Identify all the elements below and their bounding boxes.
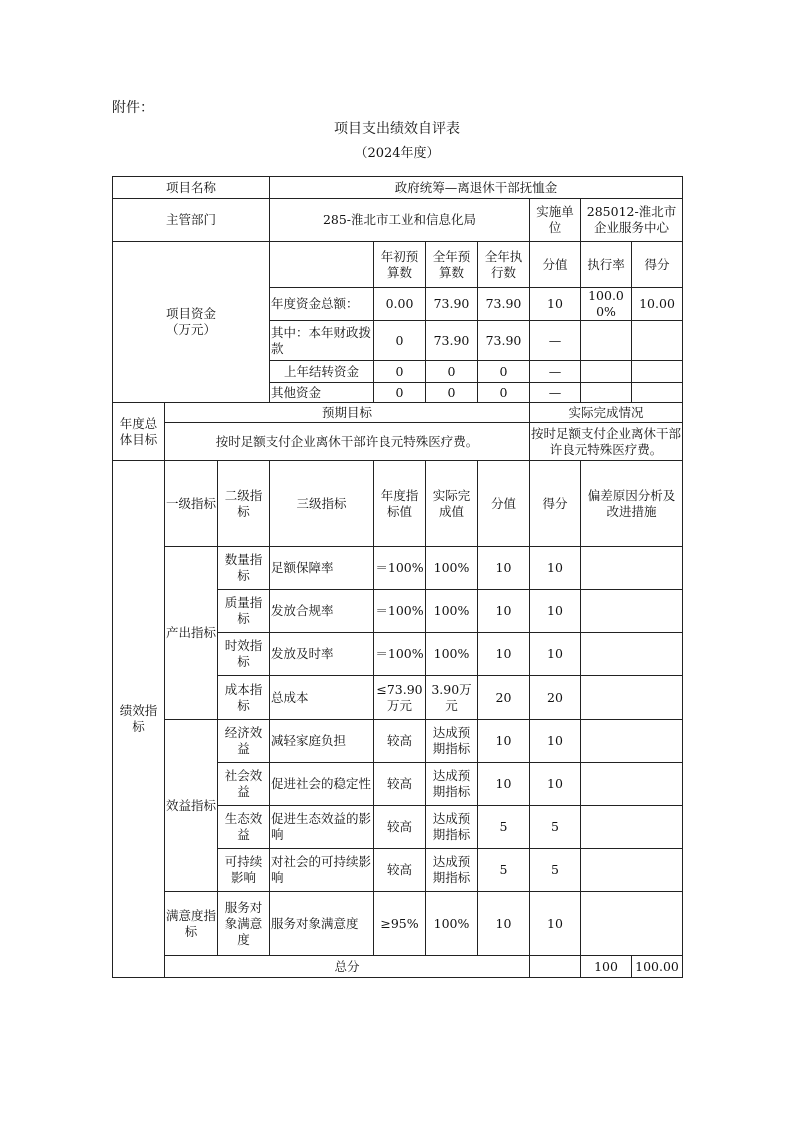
score-cell: 5 bbox=[530, 849, 581, 892]
funds-header-score-value: 分值 bbox=[530, 242, 581, 288]
score-value-cell: 10 bbox=[478, 892, 530, 956]
level2-cell: 成本指标 bbox=[218, 676, 270, 720]
attachment-label: 附件： bbox=[112, 100, 154, 116]
header-actual: 实际完成值 bbox=[426, 461, 478, 547]
level3-cell: 服务对象满意度 bbox=[270, 892, 374, 956]
funds-header-row bbox=[113, 242, 683, 288]
page-title: 项目支出绩效自评表 bbox=[334, 121, 460, 137]
total-score-value: 100 bbox=[581, 956, 632, 978]
funds-label bbox=[113, 242, 270, 403]
funds-score bbox=[632, 361, 683, 383]
evaluation-table bbox=[112, 176, 683, 978]
funds-annual: 0 bbox=[426, 361, 478, 383]
header-level2: 二级指标 bbox=[218, 461, 270, 547]
funds-score: 10.00 bbox=[632, 288, 683, 321]
funds-row-label: 其他资金 bbox=[270, 383, 374, 403]
indicators-section-label: 绩效指标 bbox=[113, 461, 165, 978]
funds-label-line1: 项目资金 bbox=[165, 306, 216, 321]
level3-cell: 对社会的可持续影响 bbox=[270, 849, 374, 892]
deviation-cell bbox=[581, 763, 683, 806]
target-cell: 较高 bbox=[374, 763, 426, 806]
funds-annual: 73.90 bbox=[426, 288, 478, 321]
funds-initial: 0 bbox=[374, 383, 426, 403]
goals-actual: 按时足额支付企业离休干部许良元特殊医疗费。 bbox=[530, 423, 683, 461]
target-cell: ＝100% bbox=[374, 633, 426, 676]
indicator-row bbox=[113, 547, 683, 590]
level1-output: 产出指标 bbox=[165, 547, 218, 720]
level3-cell: 总成本 bbox=[270, 676, 374, 720]
header-deviation: 偏差原因分析及改进措施 bbox=[581, 461, 683, 547]
funds-executed: 73.90 bbox=[478, 288, 530, 321]
level2-cell: 质量指标 bbox=[218, 590, 270, 633]
deviation-cell bbox=[581, 720, 683, 763]
actual-cell: 3.90万元 bbox=[426, 676, 478, 720]
header-level1: 一级指标 bbox=[165, 461, 218, 547]
department-value: 285-淮北市工业和信息化局 bbox=[270, 199, 530, 242]
score-value-cell: 10 bbox=[478, 547, 530, 590]
funds-initial: 0.00 bbox=[374, 288, 426, 321]
goals-header-row bbox=[113, 403, 683, 423]
score-value-cell: 5 bbox=[478, 806, 530, 849]
score-value-cell: 10 bbox=[478, 720, 530, 763]
target-cell: 较高 bbox=[374, 849, 426, 892]
score-cell: 10 bbox=[530, 590, 581, 633]
funds-score-value: — bbox=[530, 361, 581, 383]
funds-score-value: — bbox=[530, 383, 581, 403]
deviation-cell bbox=[581, 633, 683, 676]
score-cell: 10 bbox=[530, 892, 581, 956]
implementing-unit-label: 实施单位 bbox=[530, 199, 581, 242]
score-cell: 10 bbox=[530, 763, 581, 806]
actual-cell: 100% bbox=[426, 633, 478, 676]
level3-cell: 减轻家庭负担 bbox=[270, 720, 374, 763]
implementing-unit-value: 285012-淮北市企业服务中心 bbox=[581, 199, 683, 242]
actual-cell: 达成预期指标 bbox=[426, 720, 478, 763]
header-score-value: 分值 bbox=[478, 461, 530, 547]
funds-row-label: 年度资金总额： bbox=[270, 288, 374, 321]
actual-cell: 达成预期指标 bbox=[426, 806, 478, 849]
score-cell: 10 bbox=[530, 547, 581, 590]
funds-header-initial: 年初预算数 bbox=[374, 242, 426, 288]
score-value-cell: 5 bbox=[478, 849, 530, 892]
funds-annual: 0 bbox=[426, 383, 478, 403]
target-cell: 较高 bbox=[374, 806, 426, 849]
goals-expected: 按时足额支付企业离休干部许良元特殊医疗费。 bbox=[165, 423, 530, 461]
level3-cell: 促进社会的稳定性 bbox=[270, 763, 374, 806]
deviation-cell bbox=[581, 676, 683, 720]
target-cell: ＝100% bbox=[374, 590, 426, 633]
department-row bbox=[113, 199, 683, 242]
deviation-cell bbox=[581, 892, 683, 956]
funds-header-annual: 全年预算数 bbox=[426, 242, 478, 288]
indicator-row bbox=[113, 892, 683, 956]
funds-executed: 0 bbox=[478, 361, 530, 383]
funds-rate: 100.00% bbox=[581, 288, 632, 321]
deviation-cell bbox=[581, 806, 683, 849]
deviation-cell bbox=[581, 849, 683, 892]
funds-annual: 73.90 bbox=[426, 321, 478, 361]
funds-executed: 73.90 bbox=[478, 321, 530, 361]
level3-cell: 足额保障率 bbox=[270, 547, 374, 590]
level3-cell: 促进生态效益的影响 bbox=[270, 806, 374, 849]
goals-expected-header: 预期目标 bbox=[165, 403, 530, 423]
header-score: 得分 bbox=[530, 461, 581, 547]
funds-initial: 0 bbox=[374, 361, 426, 383]
department-label: 主管部门 bbox=[113, 199, 270, 242]
funds-label-line2: （万元） bbox=[165, 322, 216, 337]
header-target: 年度指标值 bbox=[374, 461, 426, 547]
score-value-cell: 10 bbox=[478, 590, 530, 633]
indicator-row bbox=[113, 720, 683, 763]
indicator-header-row bbox=[113, 461, 683, 547]
level1-satisfaction: 满意度指标 bbox=[165, 892, 218, 956]
funds-header-executed: 全年执行数 bbox=[478, 242, 530, 288]
deviation-cell bbox=[581, 590, 683, 633]
goals-actual-header: 实际完成情况 bbox=[530, 403, 683, 423]
level2-cell: 服务对象满意度 bbox=[218, 892, 270, 956]
funds-row-label: 其中：本年财政拨款 bbox=[270, 321, 374, 361]
funds-initial: 0 bbox=[374, 321, 426, 361]
project-name-row bbox=[113, 177, 683, 199]
header-level3: 三级指标 bbox=[270, 461, 374, 547]
score-value-cell: 10 bbox=[478, 633, 530, 676]
score-value-cell: 10 bbox=[478, 763, 530, 806]
level2-cell: 生态效益 bbox=[218, 806, 270, 849]
funds-header-score: 得分 bbox=[632, 242, 683, 288]
level1-benefit: 效益指标 bbox=[165, 720, 218, 892]
actual-cell: 100% bbox=[426, 547, 478, 590]
total-label: 总分 bbox=[165, 956, 530, 978]
score-cell: 10 bbox=[530, 720, 581, 763]
funds-rate bbox=[581, 361, 632, 383]
target-cell: 较高 bbox=[374, 720, 426, 763]
actual-cell: 100% bbox=[426, 892, 478, 956]
deviation-cell bbox=[581, 547, 683, 590]
funds-rate bbox=[581, 383, 632, 403]
target-cell: ＝100% bbox=[374, 547, 426, 590]
target-cell: ≥95% bbox=[374, 892, 426, 956]
level2-cell: 社会效益 bbox=[218, 763, 270, 806]
funds-header-blank bbox=[270, 242, 374, 288]
level2-cell: 可持续影响 bbox=[218, 849, 270, 892]
total-row bbox=[113, 956, 683, 978]
target-cell: ≤73.90万元 bbox=[374, 676, 426, 720]
level2-cell: 经济效益 bbox=[218, 720, 270, 763]
score-cell: 5 bbox=[530, 806, 581, 849]
funds-executed: 0 bbox=[478, 383, 530, 403]
funds-score-value: — bbox=[530, 321, 581, 361]
funds-score-value: 10 bbox=[530, 288, 581, 321]
score-cell: 20 bbox=[530, 676, 581, 720]
funds-header-rate: 执行率 bbox=[581, 242, 632, 288]
level2-cell: 数量指标 bbox=[218, 547, 270, 590]
goals-content-row bbox=[113, 423, 683, 461]
project-name-value: 政府统筹—离退休干部抚恤金 bbox=[270, 177, 683, 199]
total-blank bbox=[530, 956, 581, 978]
level3-cell: 发放合规率 bbox=[270, 590, 374, 633]
level3-cell: 发放及时率 bbox=[270, 633, 374, 676]
actual-cell: 100% bbox=[426, 590, 478, 633]
funds-row-label: 上年结转资金 bbox=[270, 361, 374, 383]
score-value-cell: 20 bbox=[478, 676, 530, 720]
project-name-label: 项目名称 bbox=[113, 177, 270, 199]
goals-label: 年度总体目标 bbox=[113, 403, 165, 461]
actual-cell: 达成预期指标 bbox=[426, 849, 478, 892]
funds-rate bbox=[581, 321, 632, 361]
funds-score bbox=[632, 321, 683, 361]
funds-score bbox=[632, 383, 683, 403]
actual-cell: 达成预期指标 bbox=[426, 763, 478, 806]
score-cell: 10 bbox=[530, 633, 581, 676]
total-score: 100.00 bbox=[632, 956, 683, 978]
fiscal-year: （2024年度） bbox=[354, 146, 440, 161]
level2-cell: 时效指标 bbox=[218, 633, 270, 676]
